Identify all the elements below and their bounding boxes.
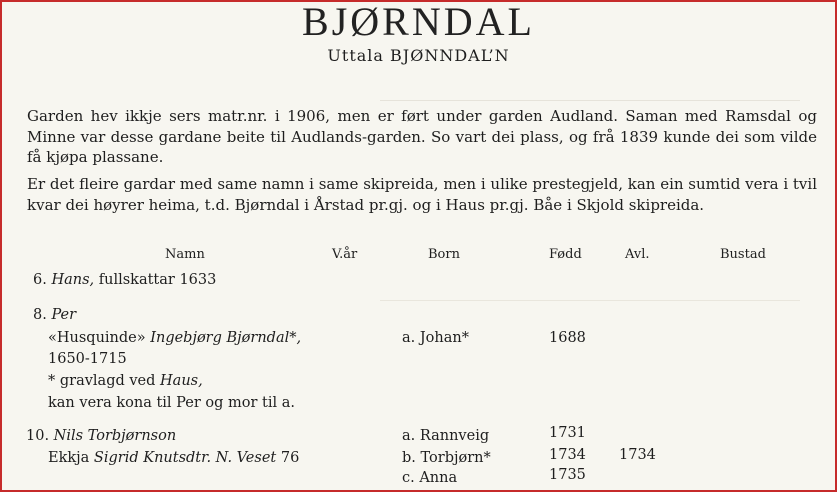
child-born: 1731 — [549, 425, 586, 441]
entry-number: 8. — [33, 307, 47, 323]
burial-place: Haus, — [160, 373, 203, 389]
child-born: 1735 — [549, 467, 586, 483]
child-born: 1734 — [549, 447, 586, 463]
child-name: a. Johan* — [402, 330, 469, 346]
spouse-name: Sigrid Knutsdtr. N. Veset — [93, 450, 277, 466]
person-name: Hans, — [51, 272, 95, 288]
col-header-fodd: Fødd — [549, 247, 582, 262]
col-header-var: V.år — [332, 247, 358, 262]
spouse-name: Ingebjørg Bjørndal*, — [150, 330, 302, 346]
entry-detail: fullskattar 1633 — [94, 272, 217, 288]
child-name: a. Rannveig — [402, 428, 490, 444]
entry-8-spouse — [48, 330, 301, 346]
entry-8-burial — [48, 373, 203, 389]
spouse-title: «Husquinde» — [48, 330, 151, 346]
col-header-avl: Avl. — [625, 247, 650, 262]
spouse-detail: 76 — [276, 450, 300, 466]
note-paragraph: Er det fleire gardar med same namn i same skipreida, men i ulike prestegjeld, kan ein sumtid vera i tvil kvar dei høyrer heima, t.d. Bjørndal i Årstad pr.gj. og i Haus pr.gj. Båe i Skjold skipreida. — [27, 175, 817, 214]
entry-8-head — [33, 307, 76, 323]
col-header-born: Born — [428, 247, 460, 262]
child-name: b. Torbjørn* — [402, 450, 491, 466]
person-name: Per — [51, 307, 77, 323]
entry-10-head — [26, 428, 176, 444]
col-header-bustad: Bustad — [720, 247, 766, 262]
entry-8-note: kan vera kona til Per og mor til a. — [48, 395, 295, 411]
entry-10-spouse — [48, 450, 299, 466]
entry-6 — [33, 272, 216, 288]
intro-paragraph: Garden hev ikkje sers matr.nr. i 1906, men er ført under garden Audland. Saman med Ramsdal og Minne var desse gardane beite til Audlands-garden. So vart dei plass, og frå 1839 kunde dei som vilde få kjøpa plassane. — [27, 107, 817, 166]
col-header-namn: Namn — [165, 247, 205, 262]
entry-number: 10. — [26, 428, 50, 444]
page-subtitle: Uttala BJØNNDAL’N — [327, 46, 510, 65]
entry-number: 6. — [33, 272, 47, 288]
child-born: 1688 — [549, 330, 586, 346]
spouse-title: Ekkja — [48, 450, 94, 466]
person-name: Nils Torbjørnson — [53, 428, 177, 444]
child-avl: 1734 — [619, 447, 656, 463]
burial-text: * gravlagd ved — [48, 373, 161, 389]
page-title: BJØRNDAL — [302, 0, 535, 44]
child-name: c. Anna — [402, 470, 458, 486]
entry-8-dates: 1650-1715 — [48, 351, 127, 367]
